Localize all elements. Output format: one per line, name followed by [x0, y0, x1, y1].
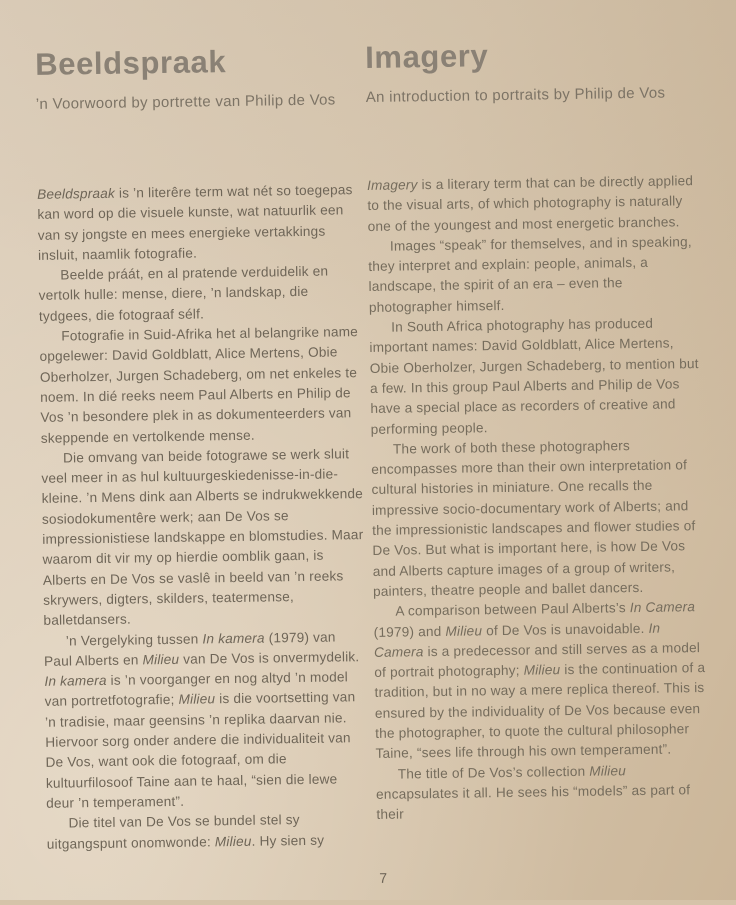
text-run: is ’n voorganger en nog altyd ’n model van portretfotografie;	[44, 669, 349, 710]
paragraph	[376, 760, 713, 826]
text-run: is the continuation of a tradition, but in no way a mere replica thereof. This is ensured by the individuality of De Vos because even the photographer, to quote the cultural philosopher Taine, “sees life through his own temperament”.	[374, 660, 706, 762]
italic-text-run: Milieu	[178, 691, 216, 708]
italic-text-run: Imagery	[366, 177, 418, 193]
paragraph	[369, 313, 707, 440]
italic-text-run: In kamera	[44, 673, 107, 689]
text-run: is die voortsetting van ’n tradisie, maar geensins ’n replika daarvan nie. Hiervoor sorg onder andere die individualiteit van De Vos, want ook die fotograaf, om die kultuurfilosoof Taine aan te haal, “sien die lewe deur ’n temperament”.	[44, 689, 356, 811]
left-column-body	[37, 180, 369, 854]
text-run: is a predecessor and still serves as a model of portrait photography;	[374, 639, 701, 681]
paragraph	[368, 232, 705, 318]
text-run: In South Africa photography has produced important names: David Goldblatt, Alice Mertens, Obie Oberholzer, Jurgen Schadeberg, to mention but a few. In this group Paul Alberts and Philip de Vos have a special place as recorders of creative and performing people.	[369, 315, 699, 437]
paragraph	[373, 597, 711, 764]
italic-text-run: In Camera	[373, 620, 661, 660]
page-title-afrikaans: Beeldspraak	[34, 44, 227, 82]
italic-text-run: In Camera	[629, 599, 696, 616]
paragraph	[39, 322, 363, 449]
paragraph	[46, 809, 369, 854]
italic-text-run: Beeldspraak	[37, 185, 116, 202]
page-title-english: Imagery	[364, 38, 489, 75]
text-run: of De Vos is unavoidable.	[482, 620, 649, 638]
text-run: van De Vos is onvermydelik.	[179, 648, 360, 667]
page-number: 7	[379, 869, 388, 886]
paragraph	[371, 435, 709, 602]
paragraph	[41, 444, 366, 631]
paragraph	[367, 171, 704, 237]
text-run: Images “speak” for themselves, and in speaking, they interpret and explain: people, animals, a landscape, the spirit of an era – even the photographer himself.	[368, 234, 692, 315]
subtitle-afrikaans: ’n Voorwoord by portrette van Philip de Vos	[35, 91, 336, 113]
italic-text-run: Milieu	[523, 662, 561, 678]
text-run: is a literary term that can be directly applied to the visual arts, of which photography is naturally one of the youngest and most energetic branches.	[367, 173, 694, 234]
text-run: Fotografie in Suid-Afrika het al belangrike name opgelewer: David Goldblatt, Alice Mertens, Obie Oberholzer, Jurgen Schadeberg, om net enkeles te noem. In dié reeks neem Paul Alberts en Philip de Vos ’n besondere plek in as dokumenteerders van skeppende en vertolkende mense.	[39, 324, 359, 446]
italic-text-run: Milieu	[142, 651, 180, 668]
italic-text-run: Milieu	[445, 622, 483, 639]
paragraph	[44, 627, 369, 814]
text-run: (1979) van Paul Alberts en	[43, 629, 336, 669]
text-run: is ’n literêre term wat nét so toegepas kan word op die visuele kunste, wat natuurlik een van sy jongste en mees energieke vertakkings insluit, naamlik fotografie.	[37, 182, 353, 263]
right-column-body	[367, 171, 713, 825]
paragraph	[38, 261, 361, 327]
italic-text-run: Milieu	[214, 833, 252, 849]
text-run: The work of both these photographers encompasses more than their own interpretation of cultural histories in miniature. One recalls the impressive socio-documentary work of Alberts; and the impressionistic landscapes and flower studies of De Vos. But what is important here, is how De Vos and Alberts capture images of a group of writers, painters, theatre people and ballet dancers.	[371, 437, 696, 599]
text-run: Die omvang van beide fotograwe se werk sluit veel meer in as hul kultuurgeskiedenisse-in-die-kleine. ’n Mens dink aan Alberts se indrukwekkende sosiodokumentêre werk; aan De Vos se impressionistiese landskappe en blomstudies. Maar waarom dit vir my op hierdie oomblik gaan, is Alberts en De Vos se vaslê in beeld van ’n reeks skrywers, digters, skilders, teatermense, balletdansers.	[41, 446, 364, 629]
text-run: Die titel van De Vos se bundel stel sy uitgangspunt onomwonde:	[46, 812, 300, 852]
subtitle-english: An introduction to portraits by Philip de Vos	[365, 84, 666, 106]
text-run: (1979) and	[373, 623, 446, 640]
text-run: The title of De Vos’s collection	[397, 763, 590, 782]
text-run: Beelde práát, en al pratende verduidelik en vertolk hulle: mense, diere, ’n landskap, die tydgees, die fotograaf sélf.	[38, 263, 329, 324]
italic-text-run: Milieu	[589, 762, 627, 779]
italic-text-run: In kamera	[202, 630, 265, 647]
text-run: ’n Vergelyking tussen	[65, 631, 203, 649]
text-run: . Hy sien sy	[251, 832, 325, 849]
text-run: A comparison between Paul Alberts’s	[395, 600, 630, 619]
paragraph	[37, 180, 360, 266]
text-run: encapsulates it all. He sees his “models” as part of their	[375, 782, 691, 823]
